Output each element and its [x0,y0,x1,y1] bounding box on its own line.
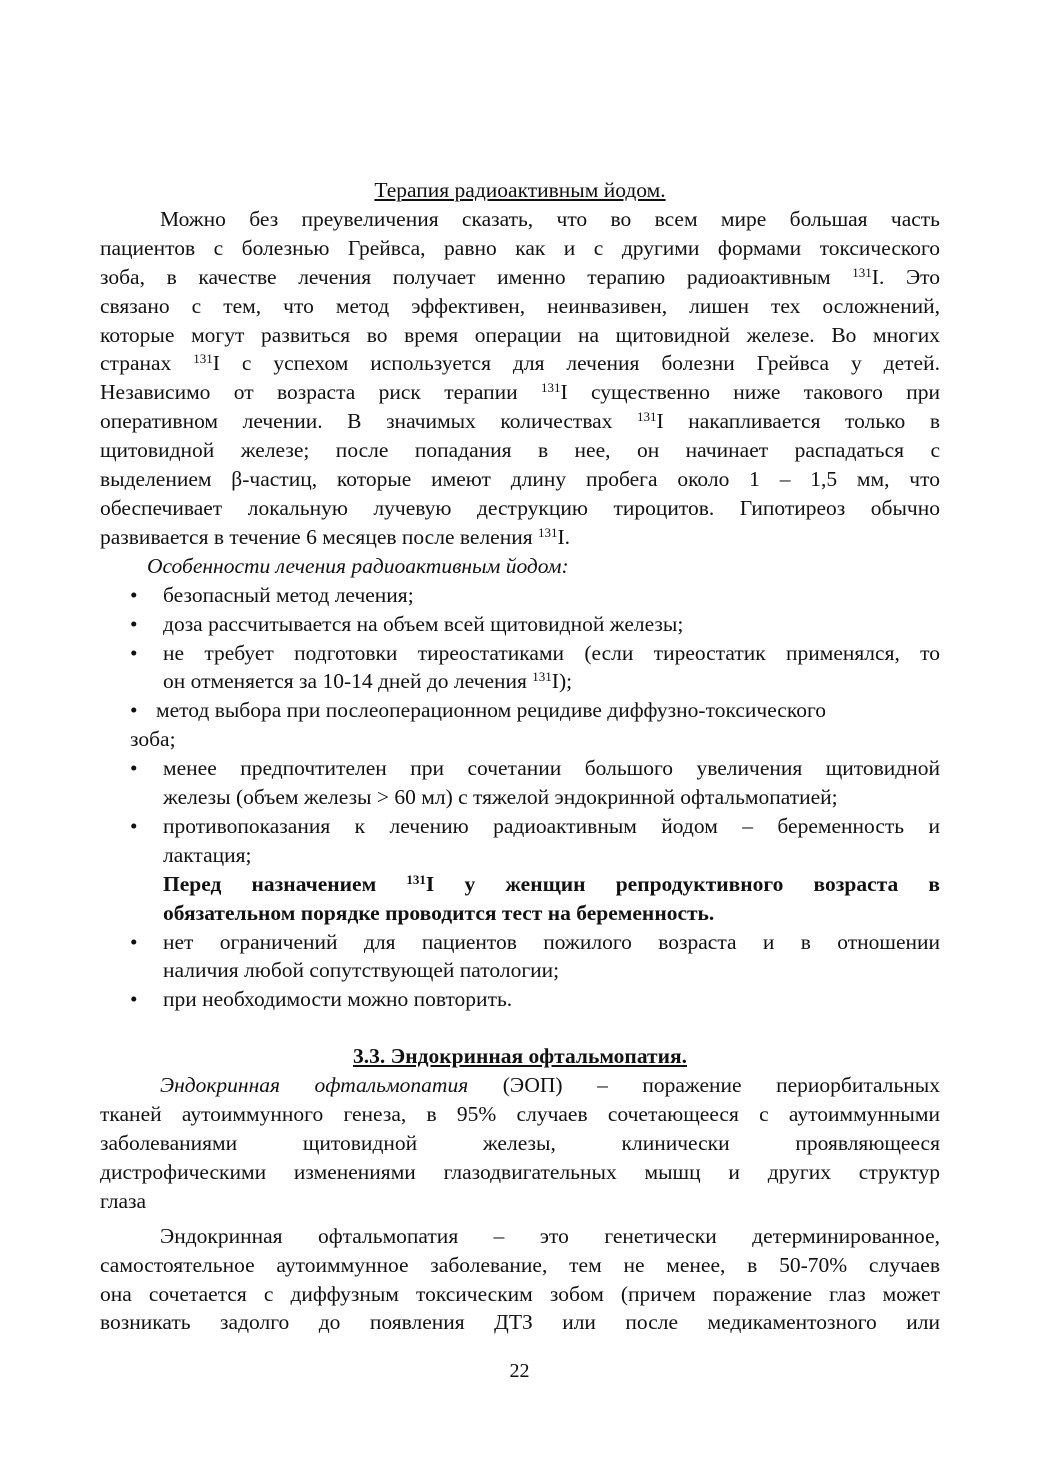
paragraph-eop-definition [100,1071,940,1216]
text-line: глаза [100,1188,147,1213]
text-line: пациентов с болезнью Грейвса, равно как и с другими формами токсического [100,235,940,260]
text-line: заболеваниями щитовидной железы, клинически проявляющееся [100,1131,940,1155]
bullet-icon: • [130,813,138,838]
spacer [100,1014,940,1042]
isotope-superscript: 131 [541,380,561,396]
text-line: обязательном порядке проводится тест на беременность. [163,900,715,925]
text-line: наличия любой сопутствующей патологии; [163,958,560,983]
isotope-superscript: 131 [852,264,872,280]
list-item [100,812,940,870]
text-line: Перед назначением $^{131}$I у женщин репродуктивного возраста в [163,871,941,896]
bullet-icon: • [130,640,138,665]
list-item [100,754,940,812]
text-line: щитовидной железе; после попадания в нее, он начинает распадаться с [100,438,940,463]
text-line: связано с тем, что метод эффективен, неинвазивен, лишен тех осложнений, [100,293,940,318]
bullet-icon: • [130,611,138,636]
list-item [100,696,940,754]
text-line: она сочетается с диффузным токсическим зобом (причем поражение глаз может [100,1281,940,1306]
isotope-superscript: 131 [532,669,552,685]
features-title: Особенности лечения радиоактивным йодом: [147,553,569,578]
text-line: которые могут развиться во время операции на щитовидной железе. Во многих [100,322,940,347]
list-item [100,639,940,697]
text-line: оперативном лечении. В значимых количествах $^{131}$I накапливается только в [100,409,940,434]
text-line: менее предпочтителен при сочетании большого увеличения щитовидной [163,756,940,781]
text-line: Можно без преувеличения сказать, что во всем мире большая часть [160,206,940,231]
bullet-icon: • [130,987,138,1012]
text-line: он отменяется за 10-14 дней до лечения $^{131}$I); [163,669,573,694]
features-list [100,581,940,870]
text-line: Независимо от возраста риск терапии $^{131}$I существенно ниже такового при [100,380,940,405]
bullet-icon: • [130,929,138,954]
list-item [100,928,940,986]
text-line: обеспечивает локальную лучевую деструкцию тироцитов. Гипотиреоз обычно [100,495,940,520]
text-line: возникать задолго до появления ДТЗ или после медикаментозного или [100,1310,940,1335]
isotope-superscript: 131 [193,351,213,367]
text-line: Эндокринная офтальмопатия (ЭОП) – поражение периорбитальных [160,1073,940,1098]
text-line: железы (объем железы > 60 мл) с тяжелой эндокринной офтальмопатией; [163,785,838,810]
section-title: Терапия радиоактивным йодом. [374,178,666,202]
paragraph-eop-genetics [100,1222,940,1338]
bullet-icon: • [130,756,138,781]
bullet-icon: • [130,582,138,607]
text-line: тканей аутоиммунного генеза, в 95% случаев сочетающееся с аутоиммунными [100,1102,940,1127]
text-line: зоба; [130,727,176,752]
section-heading: 3.3. Эндокринная офтальмопатия. [353,1044,687,1069]
text-line: не требует подготовки тиреостатиками (если тиреостатик применялся, то [163,640,940,665]
list-item: • при необходимости можно повторить. [100,985,940,1014]
page-number: 22 [509,1360,530,1382]
pregnancy-test-note [100,870,940,928]
bullet-icon: • [130,698,138,723]
isotope-superscript: 131 [637,409,657,425]
text-line: дистрофическими изменениями глазодвигательных мышц и других структур [100,1159,940,1184]
paragraph-radioiodine [100,205,940,552]
isotope-superscript: 131 [538,524,558,540]
list-item: • безопасный метод лечения; [100,581,940,610]
document-page [100,176,940,1337]
text-line: самостоятельное аутоиммунное заболевание, тем не менее, в 50-70% случаев [100,1252,940,1277]
isotope-superscript: 131 [406,871,426,887]
text-line: выделением β-частиц, которые имеют длину пробега около 1 – 1,5 мм, что [100,467,940,492]
features-list-continued [100,928,940,1015]
text-line: странах $^{131}$I с успехом используется для лечения болезни Грейвса у детей. [100,351,940,376]
text-line: лактация; [163,842,252,867]
text-line: Эндокринная офтальмопатия – это генетически детерминированное, [160,1223,940,1248]
list-item: • доза рассчитывается на объем всей щитовидной железы; [100,610,940,639]
text-line: противопоказания к лечению радиоактивным йодом – беременность и [163,813,940,838]
text-line: нет ограничений для пациентов пожилого возраста и в отношении [163,929,940,954]
text-line: • метод выбора при послеоперационном рецидиве диффузно-токсического [100,696,940,725]
text-line: зоба, в качестве лечения получает именно терапию радиоактивным $^{131}$I. Это [100,264,940,289]
term: Эндокринная офтальмопатия [160,1073,469,1098]
text-line: развивается в течение 6 месяцев после веления $^{131}$I. [100,524,571,549]
